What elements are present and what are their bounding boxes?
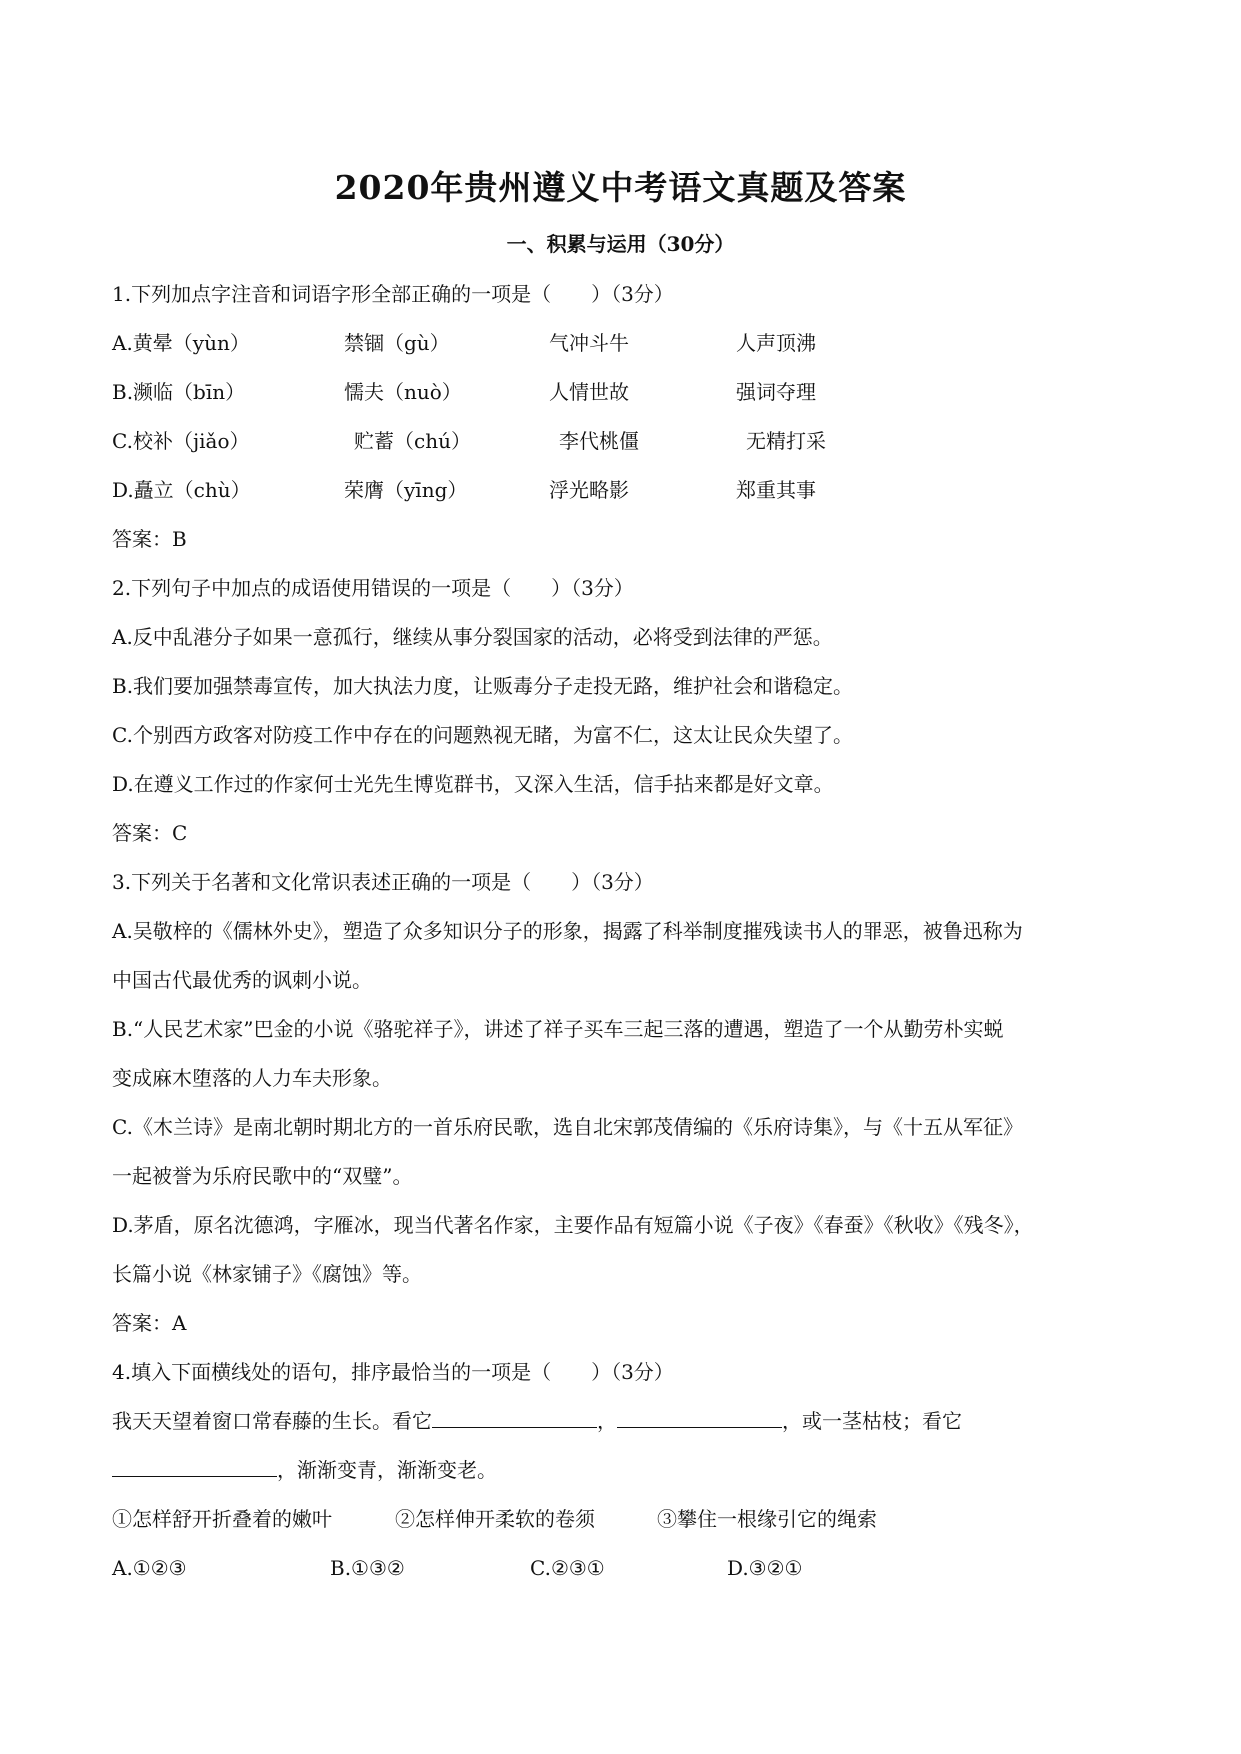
q4-choice-d: D.③②① — [727, 1556, 803, 1580]
q4-stem: 4.填入下面横线处的语句，排序最恰当的一项是（ ）（3分） — [112, 1360, 674, 1384]
q4-choice-b: B.①③② — [330, 1556, 405, 1580]
q4-phrases — [112, 1495, 1132, 1544]
q3-line: A.吴敬梓的《儒林外史》，塑造了众多知识分子的形象，揭露了科举制度摧残读书人的罪恶，被鲁迅称为 — [112, 919, 1023, 943]
q3-answer: 答案：A — [112, 1311, 187, 1335]
page-title: 2020年贵州遵义中考语文真题及答案 — [334, 168, 907, 207]
q2-option-c: C.个别西方政客对防疫工作中存在的问题熟视无睹，为富不仁，这太让民众失望了。 — [112, 723, 853, 747]
q4-choices — [112, 1544, 1132, 1593]
q4-text: ，或一茎枯枝；看它 — [782, 1409, 962, 1433]
q4-phrase-2: ②怎样伸开柔软的卷须 — [395, 1507, 595, 1531]
exam-content — [112, 270, 1132, 1593]
q2-option-b: B.我们要加强禁毒宣传，加大执法力度，让贩毒分子走投无路，维护社会和谐稳定。 — [112, 674, 854, 698]
q1-c-2: 贮蓄（chú） — [354, 429, 471, 453]
q1-option-row-b — [112, 368, 1132, 417]
q1-c-4: 无精打采 — [746, 429, 826, 453]
q1-a-3: 气冲斗牛 — [549, 331, 629, 355]
q3-line: D.茅盾，原名沈德鸿，字雁冰，现当代著名作家，主要作品有短篇小说《子夜》《春蚕》《秋收》《残冬》， — [112, 1213, 1034, 1237]
fill-blank — [112, 1475, 277, 1477]
q4-text: 我天天望着窗口常春藤的生长。看它 — [112, 1409, 432, 1433]
q2-stem: 2.下列句子中加点的成语使用错误的一项是（ ）（3分） — [112, 576, 634, 600]
q1-b-4: 强词夺理 — [736, 380, 816, 404]
q3-line: 中国古代最优秀的讽刺小说。 — [112, 968, 372, 992]
q4-text: ， — [597, 1409, 617, 1433]
q3-line: 一起被誉为乐府民歌中的“双璧”。 — [112, 1164, 413, 1188]
q1-option-row-c — [112, 417, 1132, 466]
q1-d-1: D.矗立（chù） — [112, 478, 251, 502]
q1-d-3: 浮光略影 — [549, 478, 629, 502]
q3-line: 长篇小说《林家铺子》《腐蚀》等。 — [112, 1262, 422, 1286]
q2-option-d: D.在遵义工作过的作家何士光先生博览群书，又深入生活，信手拈来都是好文章。 — [112, 772, 834, 796]
q4-choice-c: C.②③① — [530, 1556, 605, 1580]
q1-a-4: 人声顶沸 — [736, 331, 816, 355]
q2-answer: 答案：C — [112, 821, 188, 845]
q1-d-4: 郑重其事 — [736, 478, 816, 502]
q1-c-1: C.校补（jiǎo） — [112, 429, 250, 453]
q4-sentence-line-2 — [112, 1446, 1132, 1495]
q4-choice-a: A.①②③ — [112, 1556, 187, 1580]
section-heading: 一、积累与运用（30分） — [506, 232, 735, 256]
q3-line: C.《木兰诗》是南北朝时期北方的一首乐府民歌，选自北宋郭茂倩编的《乐府诗集》，与《十五从军征》 — [112, 1115, 1023, 1139]
q1-option-row-d — [112, 466, 1132, 515]
q1-c-3: 李代桃僵 — [559, 429, 639, 453]
q1-d-2: 荣膺（yīng） — [344, 478, 468, 502]
q2-option-a: A.反中乱港分子如果一意孤行，继续从事分裂国家的活动，必将受到法律的严惩。 — [112, 625, 833, 649]
fill-blank — [617, 1426, 782, 1428]
q1-answer: 答案：B — [112, 527, 187, 551]
q1-option-row-a — [112, 319, 1132, 368]
q3-line: B.“人民艺术家”巴金的小说《骆驼祥子》，讲述了祥子买车三起三落的遭遇，塑造了一个从勤劳朴实蜕 — [112, 1017, 1004, 1041]
q4-text: ，渐渐变青，渐渐变老。 — [277, 1458, 497, 1482]
q1-stem: 1.下列加点字注音和词语字形全部正确的一项是（ ）（3分） — [112, 282, 674, 306]
q1-a-1: A.黄晕（yùn） — [112, 331, 250, 355]
q1-b-2: 懦夫（nuò） — [344, 380, 462, 404]
q1-a-2: 禁锢（gù） — [344, 331, 450, 355]
fill-blank — [432, 1426, 597, 1428]
q1-b-1: B.濒临（bīn） — [112, 380, 246, 404]
q4-sentence-line-1 — [112, 1397, 1132, 1446]
q4-phrase-3: ③攀住一根缘引它的绳索 — [657, 1507, 877, 1531]
q3-stem: 3.下列关于名著和文化常识表述正确的一项是（ ）（3分） — [112, 870, 654, 894]
q4-phrase-1: ①怎样舒开折叠着的嫩叶 — [112, 1507, 332, 1531]
q1-b-3: 人情世故 — [549, 380, 629, 404]
q3-line: 变成麻木堕落的人力车夫形象。 — [112, 1066, 392, 1090]
